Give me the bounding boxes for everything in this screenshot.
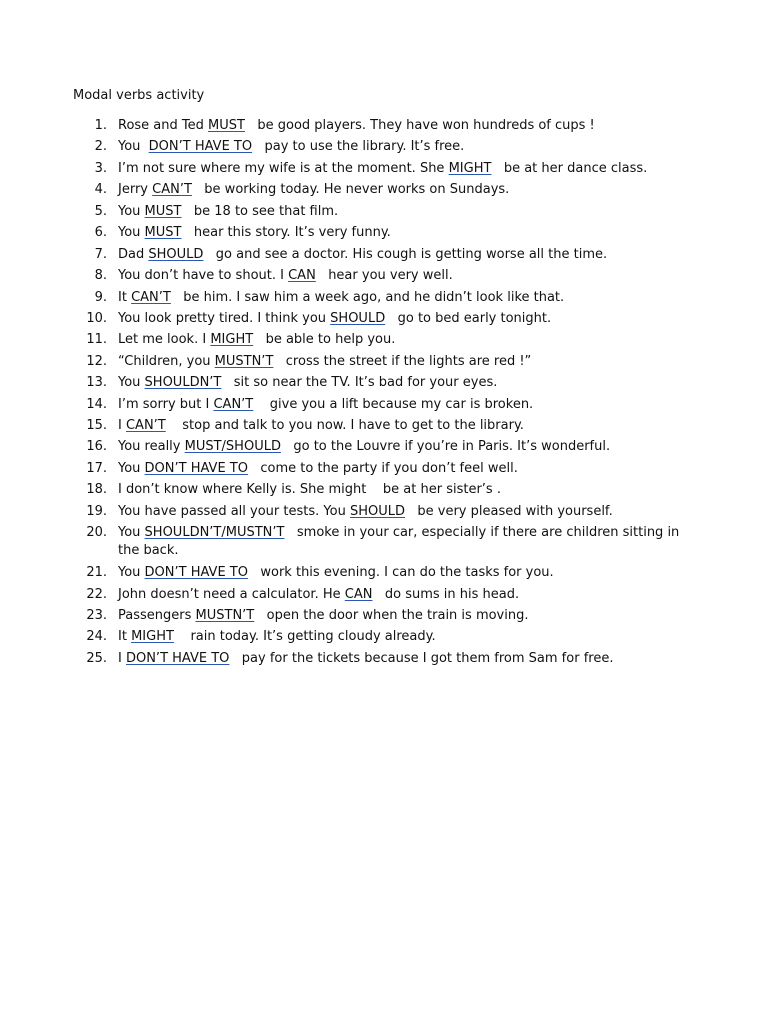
sentence-end: hear you very well. <box>315 268 453 283</box>
item-number: 11. <box>86 332 107 347</box>
sentence-start: You <box>118 204 145 219</box>
answer-modal-verb: MUSTN’T <box>195 608 255 623</box>
answer-modal-verb: DON’T HAVE TO <box>148 139 253 154</box>
sentence-end: open the door when the train is moving. <box>254 608 529 623</box>
item-sentence <box>118 481 688 499</box>
item-sentence <box>118 628 688 646</box>
sentence-start: It <box>118 290 132 305</box>
item-sentence <box>118 396 688 414</box>
item-number: 6. <box>94 225 107 240</box>
item-number: 17. <box>86 461 107 476</box>
answer-modal-verb: DON’T HAVE TO <box>125 651 230 666</box>
sentence-start: You don’t have to shout. I <box>118 268 289 283</box>
answer-modal-verb: MUST <box>144 225 182 240</box>
item-number: 8. <box>94 268 107 283</box>
answer-modal-verb: CAN <box>344 587 373 602</box>
item-number: 14. <box>86 397 107 412</box>
item-sentence <box>118 503 688 521</box>
sentence-start: I don’t know where Kelly is. She might be at her sister’s . <box>118 482 501 497</box>
sentence-end: be him. I saw him a week ago, and he didn’t look like that. <box>170 290 565 305</box>
item-number: 21. <box>86 565 107 580</box>
answer-modal-verb: CAN’T <box>213 397 254 412</box>
answer-modal-verb: CAN <box>288 268 316 283</box>
sentence-start: I’m not sure where my wife is at the moment. She <box>118 161 449 176</box>
sentence-end: be working today. He never works on Sundays. <box>191 182 510 197</box>
answer-modal-verb: CAN’T <box>152 182 192 197</box>
item-sentence <box>118 353 688 371</box>
item-sentence <box>118 117 688 135</box>
sentence-start: It <box>118 629 132 644</box>
item-number: 9. <box>94 290 107 305</box>
item-sentence <box>118 438 688 456</box>
sentence-end: go to the Louvre if you’re in Paris. It’s wonderful. <box>280 439 611 454</box>
sentence-start: Rose and Ted <box>118 118 209 133</box>
item-number: 20. <box>86 525 107 540</box>
item-sentence <box>118 203 688 221</box>
item-number: 15. <box>86 418 107 433</box>
item-sentence <box>118 586 688 604</box>
answer-modal-verb: CAN’T <box>131 290 171 305</box>
sentence-start: You have passed all your tests. You <box>118 504 350 519</box>
sentence-end: be able to help you. <box>253 332 396 347</box>
sentence-start: You <box>118 139 149 154</box>
document-title: Modal verbs activity <box>73 88 205 103</box>
item-number: 18. <box>86 482 107 497</box>
sentence-start: Jerry <box>118 182 153 197</box>
sentence-start: You <box>118 375 145 390</box>
item-number: 13. <box>86 375 107 390</box>
sentence-end: give you a lift because my car is broken. <box>253 397 534 412</box>
sentence-end: pay for the tickets because I got them from Sam for free. <box>229 651 614 666</box>
sentence-start: You really <box>118 439 185 454</box>
item-number: 3. <box>94 161 107 176</box>
answer-modal-verb: MIGHT <box>131 629 174 644</box>
answer-modal-verb: MIGHT <box>210 332 254 347</box>
item-sentence <box>118 650 688 668</box>
item-number: 19. <box>86 504 107 519</box>
item-number: 22. <box>86 587 107 602</box>
answer-modal-verb: MIGHT <box>448 161 492 176</box>
answer-modal-verb: CAN’T <box>125 418 166 433</box>
sentence-end: do sums in his head. <box>372 587 520 602</box>
answer-modal-verb: MUSTN’T <box>214 354 274 369</box>
sentence-start: You <box>118 565 145 580</box>
item-sentence <box>118 607 688 625</box>
answer-modal-verb: SHOULDN’T/MUSTN’T <box>144 525 285 540</box>
sentence-start: Let me look. I <box>118 332 211 347</box>
sentence-start: John doesn’t need a calculator. He <box>118 587 345 602</box>
item-sentence <box>118 524 688 560</box>
item-sentence <box>118 181 688 199</box>
item-number: 25. <box>86 651 107 666</box>
sentence-end: stop and talk to you now. I have to get to the library. <box>165 418 524 433</box>
item-sentence <box>118 224 688 242</box>
answer-modal-verb: SHOULD <box>148 247 204 262</box>
sentence-end: be 18 to see that film. <box>181 204 339 219</box>
item-number: 5. <box>94 204 107 219</box>
answer-modal-verb: SHOULD <box>349 504 405 519</box>
sentence-end: come to the party if you don’t feel well. <box>247 461 518 476</box>
sentence-start: Passengers <box>118 608 196 623</box>
item-sentence <box>118 138 688 156</box>
sentence-end: go and see a doctor. His cough is getting worse all the time. <box>203 247 608 262</box>
item-number: 10. <box>86 311 107 326</box>
answer-modal-verb: MUST/SHOULD <box>184 439 281 454</box>
sentence-start: You look pretty tired. I think you <box>118 311 331 326</box>
item-sentence <box>118 160 688 178</box>
sentence-start: I <box>118 651 126 666</box>
answer-modal-verb: SHOULDN’T <box>144 375 222 390</box>
item-sentence <box>118 331 688 349</box>
sentence-start: Dad <box>118 247 149 262</box>
item-sentence <box>118 267 688 285</box>
sentence-start: You <box>118 525 145 540</box>
item-sentence <box>118 374 688 392</box>
sentence-end: sit so near the TV. It’s bad for your eyes. <box>221 375 498 390</box>
item-number: 12. <box>86 354 107 369</box>
item-sentence <box>118 417 688 435</box>
sentence-end: hear this story. It’s very funny. <box>181 225 391 240</box>
item-number: 2. <box>94 139 107 154</box>
item-number: 16. <box>86 439 107 454</box>
sentence-end: smoke in your car, especially if there are children sitting in the back. <box>118 525 684 558</box>
sentence-end: work this evening. I can do the tasks for you. <box>247 565 554 580</box>
sentence-end: go to bed early tonight. <box>385 311 552 326</box>
sentence-start: You <box>118 461 145 476</box>
sentence-end: cross the street if the lights are red !” <box>273 354 532 369</box>
sentence-end: be very pleased with yourself. <box>404 504 613 519</box>
item-sentence <box>118 460 688 478</box>
item-number: 4. <box>94 182 107 197</box>
item-sentence <box>118 289 688 307</box>
answer-modal-verb: DON’T HAVE TO <box>144 461 248 476</box>
sentence-start: “Children, you <box>118 354 215 369</box>
answer-modal-verb: MUST <box>144 204 182 219</box>
item-sentence <box>118 310 688 328</box>
item-number: 24. <box>86 629 107 644</box>
sentence-start: I’m sorry but I <box>118 397 214 412</box>
sentence-start: You <box>118 225 145 240</box>
item-number: 1. <box>94 118 107 133</box>
item-sentence <box>118 246 688 264</box>
sentence-end: be at her dance class. <box>491 161 648 176</box>
sentence-end: pay to use the library. It’s free. <box>252 139 465 154</box>
item-number: 23. <box>86 608 107 623</box>
answer-modal-verb: MUST <box>208 118 245 133</box>
item-sentence <box>118 564 688 582</box>
item-number: 7. <box>94 247 107 262</box>
answer-modal-verb: SHOULD <box>330 311 386 326</box>
sentence-end: rain today. It’s getting cloudy already. <box>173 629 436 644</box>
answer-modal-verb: DON’T HAVE TO <box>144 565 248 580</box>
sentence-end: be good players. They have won hundreds of cups ! <box>244 118 595 133</box>
sentence-start: I <box>118 418 126 433</box>
